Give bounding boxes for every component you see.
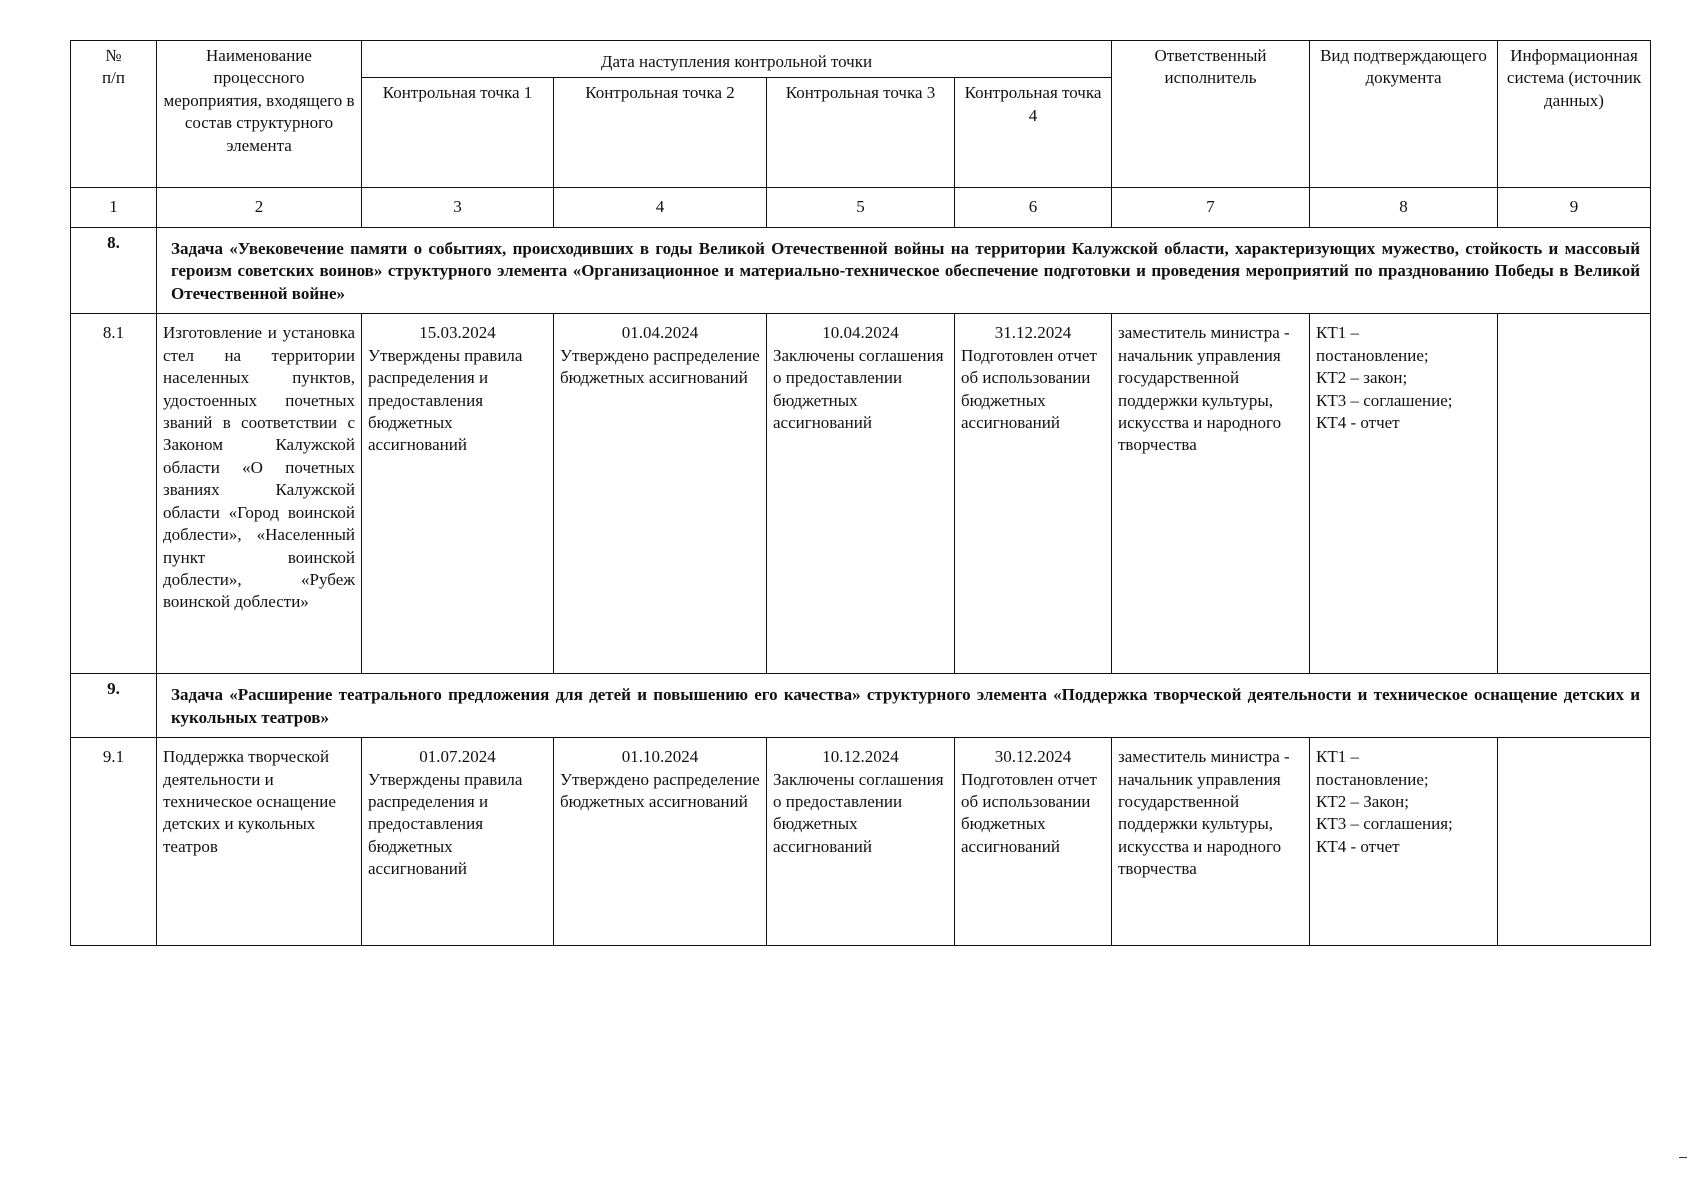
info-system: [1498, 738, 1651, 946]
header-kt4: Контрольная точка 4: [955, 78, 1112, 188]
info-system: [1498, 314, 1651, 674]
header-kt2: Контрольная точка 2: [554, 78, 767, 188]
row-number: 9.1: [71, 738, 157, 946]
control-point-date: 30.12.2024: [994, 747, 1072, 767]
control-point-date: 31.12.2024: [994, 323, 1072, 343]
responsible-executor: заместитель министра - начальник управления государственной поддержки культуры, искусства и народного творчества: [1112, 738, 1310, 946]
control-point-text: Подготовлен отчет об использовании бюджетных ассигнований: [961, 769, 1097, 856]
header-name: Наименование процессного мероприятия, входящего в состав структурного элемента: [157, 41, 362, 188]
control-point-2: [554, 314, 767, 674]
header-dates: Дата наступления контрольной точки: [362, 41, 1112, 78]
control-point-date: 01.04.2024: [621, 323, 699, 343]
column-number: 5: [767, 188, 955, 227]
header-document: Вид подтверждающего документа: [1310, 41, 1498, 188]
control-point-3: [767, 314, 955, 674]
control-point-2: [554, 738, 767, 946]
control-point-text: Утверждено распределение бюджетных ассигнований: [560, 345, 760, 388]
column-number: 1: [71, 188, 157, 227]
row-number: 8.1: [71, 314, 157, 674]
control-point-3: [767, 738, 955, 946]
task-row: [71, 227, 1651, 313]
control-point-text: Утверждены правила распределения и предоставления бюджетных ассигнований: [368, 769, 523, 879]
control-point-text: Заключены соглашения о предоставлении бюджетных ассигнований: [773, 345, 944, 432]
document-type: КТ1 – постановление; КТ2 – закон; КТ3 – соглашение; КТ4 - отчет: [1310, 314, 1498, 674]
table-row: [71, 314, 1651, 674]
control-point-date: 01.10.2024: [621, 747, 699, 767]
document-page: [70, 40, 1650, 946]
task-title: Задача «Увековечение памяти о событиях, происходивших в годы Великой Отечественной войны на территории Калужской области, характеризующих мужество, стойкость и массовый героизм советских воинов» структурного элемента «Организационное и материально-техническое обеспечение подготовки и проведения мероприятий по празднованию Победы в Великой Отечественной войне»: [157, 227, 1651, 313]
header-num: № п/п: [71, 41, 157, 188]
control-point-1: [362, 738, 554, 946]
column-number: 7: [1112, 188, 1310, 227]
column-number: 4: [554, 188, 767, 227]
header-kt3: Контрольная точка 3: [767, 78, 955, 188]
task-number: 9.: [71, 674, 157, 738]
control-point-date: 01.07.2024: [419, 747, 496, 767]
control-point-date: 15.03.2024: [419, 323, 496, 343]
task-title: Задача «Расширение театрального предложения для детей и повышению его качества» структурного элемента «Поддержка творческой деятельности и техническое оснащение детских и кукольных театров»: [157, 674, 1651, 738]
control-points-table: [70, 40, 1651, 946]
task-row: [71, 674, 1651, 738]
control-point-text: Подготовлен отчет об использовании бюджетных ассигнований: [961, 345, 1097, 432]
column-number: 3: [362, 188, 554, 227]
header-responsible: Ответственный исполнитель: [1112, 41, 1310, 188]
column-number: 6: [955, 188, 1112, 227]
document-type: КТ1 – постановление; КТ2 – Закон; КТ3 – соглашения; КТ4 - отчет: [1310, 738, 1498, 946]
scan-mark: [1679, 1157, 1687, 1158]
control-point-4: [955, 314, 1112, 674]
column-number: 9: [1498, 188, 1651, 227]
task-number: 8.: [71, 227, 157, 313]
activity-name: Изготовление и установка стел на территории населенных пунктов, удостоенных почетных званий в соответствии с Законом Калужской области «О почетных званиях Калужской области «Город воинской доблести», «Населенный пункт воинской доблести», «Рубеж воинской доблести»: [157, 314, 362, 674]
control-point-4: [955, 738, 1112, 946]
control-point-1: [362, 314, 554, 674]
responsible-executor: заместитель министра - начальник управления государственной поддержки культуры, искусства и народного творчества: [1112, 314, 1310, 674]
header-info-system: Информационная система (источник данных): [1498, 41, 1651, 188]
header-kt1: Контрольная точка 1: [362, 78, 554, 188]
activity-name: Поддержка творческой деятельности и техническое оснащение детских и кукольных театров: [157, 738, 362, 946]
control-point-text: Заключены соглашения о предоставлении бюджетных ассигнований: [773, 769, 944, 856]
control-point-text: Утверждено распределение бюджетных ассигнований: [560, 769, 760, 811]
column-numbers-row: [71, 188, 1651, 227]
control-point-date: 10.04.2024: [822, 323, 899, 343]
table-row: [71, 738, 1651, 946]
column-number: 8: [1310, 188, 1498, 227]
control-point-date: 10.12.2024: [822, 747, 899, 767]
control-point-text: Утверждены правила распределения и предоставления бюджетных ассигнований: [368, 345, 523, 455]
column-number: 2: [157, 188, 362, 227]
header-row: [71, 41, 1651, 78]
